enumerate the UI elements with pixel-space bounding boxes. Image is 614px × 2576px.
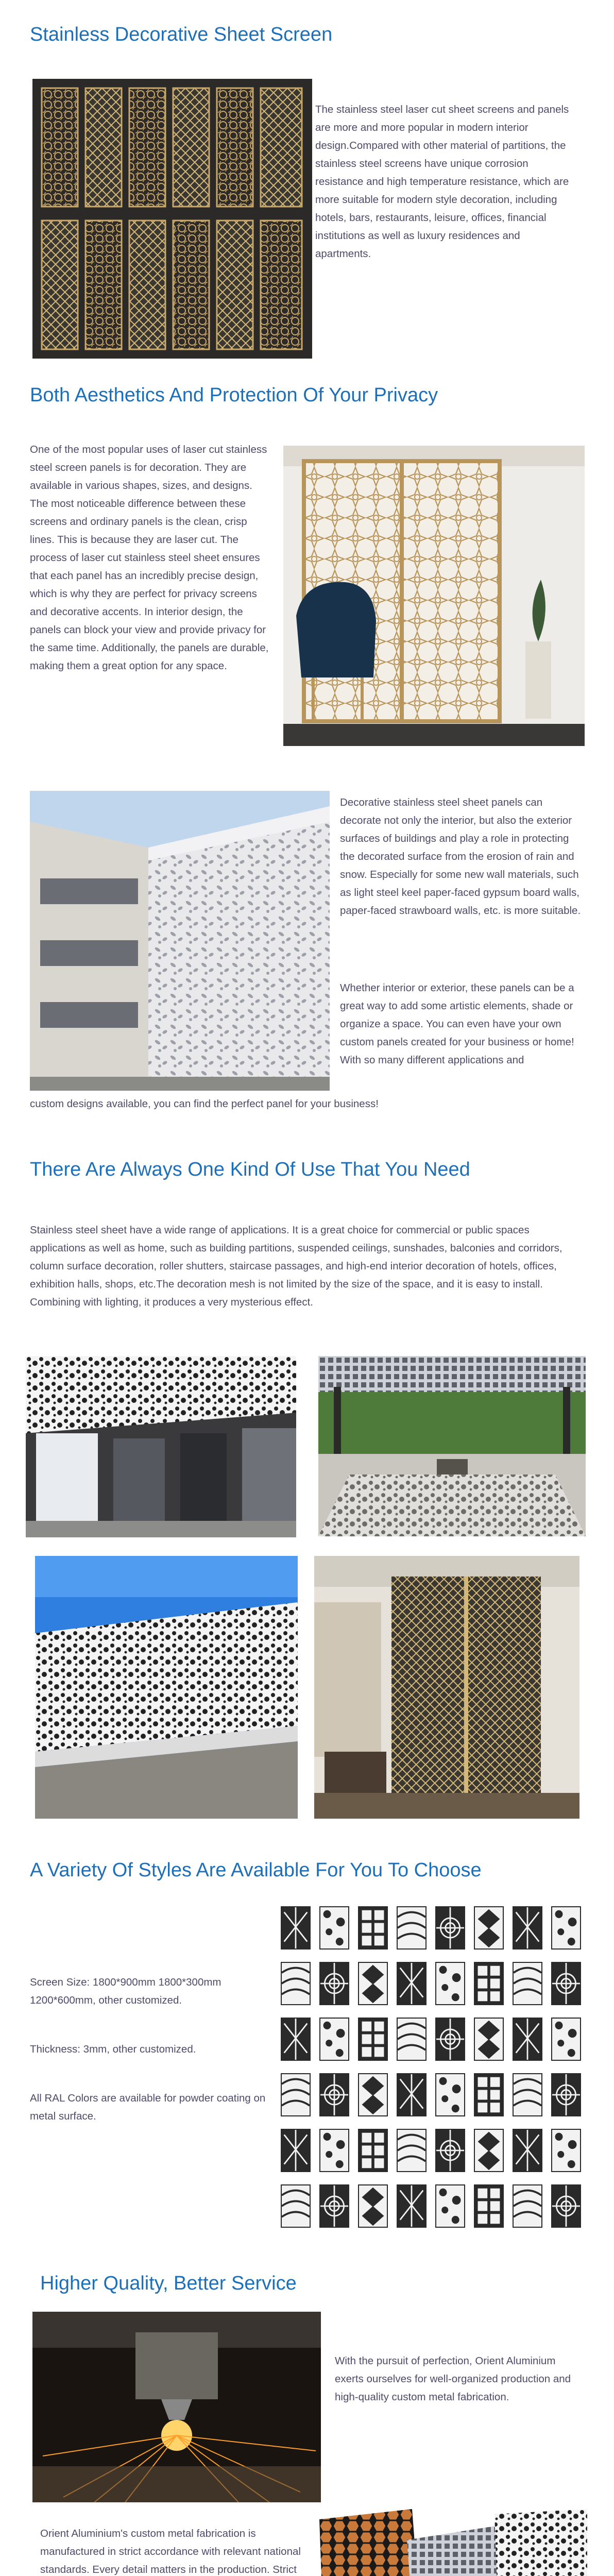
pattern-swatch [397, 2073, 427, 2116]
screen-size-text: Screen Size: 1800*900mm 1800*300mm 1200*600mm, other customized. [30, 1976, 221, 2006]
pattern-swatch [358, 2184, 388, 2228]
pattern-swatch [474, 2184, 504, 2228]
section-6-description-2: Orient Aluminium's custom metal fabrication is manufactured in strict accordance with relevant national standards. Every detail matters in the production. Strict [40, 2528, 301, 2575]
pattern-swatch [358, 2073, 388, 2116]
pattern-swatch [474, 2073, 504, 2116]
pattern-swatch [397, 1962, 427, 2005]
pattern-swatch [281, 1906, 311, 1950]
ral-colors-text: All RAL Colors are available for powder coating on metal surface. [30, 2092, 266, 2122]
pattern-swatch [435, 2073, 465, 2116]
section-3-description-2: Whether interior or exterior, these panels can be a great way to add some artistic elements, shade or organize a space. You can even have your own custom panels created for your business or home! With so many different applications and [340, 982, 574, 1066]
pergola-application-image [318, 1356, 586, 1536]
pattern-swatch [513, 2129, 542, 2172]
pattern-swatch [358, 2129, 388, 2172]
pattern-swatch [319, 1962, 349, 2005]
section-2-description: One of the most popular uses of laser cut stainless steel screen panels is for decoration. They are available in various shapes, sizes, and designs. The most noticeable difference between these screens and ordinary panels is the clean, crisp lines. This is because they are laser cut. The process of laser cut stainless steel sheet ensures that each panel has an incredibly precise design, which is why they are perfect for privacy screens and decorative accents. In interior design, the panels can block your view and provide privacy for the same time. Additionally, the panels are durable, making them a great option for any space. [30, 444, 269, 672]
pattern-swatch [281, 2018, 311, 2061]
section-title-variety-of-styles: A Variety Of Styles Are Available For You To Choose [30, 1859, 482, 1881]
pattern-swatch [513, 1906, 542, 1950]
pattern-swatch [358, 1962, 388, 2005]
gold-partition-interior-image [314, 1556, 579, 1819]
pattern-swatch [435, 2184, 465, 2228]
pattern-swatch [513, 1962, 542, 2005]
pattern-swatch [397, 2184, 427, 2228]
pattern-swatch [319, 2184, 349, 2228]
pattern-swatch [281, 1962, 311, 2005]
pattern-swatch [551, 2129, 581, 2172]
pattern-swatch [397, 2129, 427, 2172]
section-title-kinds-of-use: There Are Always One Kind Of Use That You Need [30, 1159, 470, 1180]
pattern-swatch [281, 2184, 311, 2228]
pattern-swatch [474, 2018, 504, 2061]
pattern-swatch [319, 2073, 349, 2116]
pattern-swatch [513, 2184, 542, 2228]
section-title-aesthetics-privacy: Both Aesthetics And Protection Of Your Privacy [30, 384, 438, 406]
balcony-panel-image [35, 1556, 298, 1819]
ceiling-application-image [26, 1356, 296, 1537]
section-title-quality-service: Higher Quality, Better Service [40, 2273, 297, 2294]
section-title-decorative-sheet-screen: Stainless Decorative Sheet Screen [30, 24, 333, 45]
pattern-swatch [435, 2129, 465, 2172]
pattern-swatch [551, 2073, 581, 2116]
pattern-swatch [513, 2073, 542, 2116]
pattern-swatch [358, 1906, 388, 1950]
pattern-swatch [435, 2018, 465, 2061]
pattern-swatch [474, 1906, 504, 1950]
section-3-description-1: Decorative stainless steel sheet panels can decorate not only the interior, but also the exterior surfaces of buildings and play a role in protecting the decorated surface from the erosion of rain and snow. Especially for some new wall materials, such as light steel keel paper-faced gypsum board walls, paper-faced strawboard walls, etc. is more suitable. [340, 796, 581, 917]
pattern-swatch [319, 2129, 349, 2172]
pattern-swatch [551, 1906, 581, 1950]
pattern-swatch [435, 1906, 465, 1950]
pattern-swatch [513, 2018, 542, 2061]
pattern-swatch [397, 2018, 427, 2061]
pattern-swatch [281, 2073, 311, 2116]
building-facade-panels-image [30, 791, 330, 1091]
section-1-description: The stainless steel laser cut sheet screens and panels are more and more popular in modern interior design.Compared with other material of partitions, the stainless steel screens have unique corrosion resistance and high temperature resistance, which are more suitable for modern style decoration, including hotels, bars, restaurants, leisure, offices, financial institutions as well as luxury residences and apartments. [315, 104, 569, 260]
laser-cutting-image [32, 2312, 321, 2502]
section-4-description: Stainless steel sheet have a wide range of applications. It is a great choice for commercial or public spaces applications as well as home, such as building partitions, suspended ceilings, sunshades, balconies and corridors, column surface decoration, roller shutters, staircase passages, and high-end interior decoration of hotels, offices, exhibition halls, shops, etc.The decoration mesh is not limited by the size of the space, and it is easy to install. Combining with lighting, it produces a very mysterious effect. [30, 1224, 562, 1308]
pattern-swatch [358, 2018, 388, 2061]
privacy-screen-interior-image [283, 446, 585, 746]
pattern-swatch [474, 2129, 504, 2172]
pattern-swatch [551, 2018, 581, 2061]
decorative-screens-gallery-image [32, 79, 312, 359]
pattern-swatch [474, 1962, 504, 2005]
pattern-swatch [397, 1906, 427, 1950]
pattern-swatch [319, 2018, 349, 2061]
pattern-swatch [319, 1906, 349, 1950]
section-3-description-3: custom designs available, you can find the perfect panel for your business! [30, 1098, 379, 1110]
pattern-swatch [551, 1962, 581, 2005]
pattern-swatch [435, 1962, 465, 2005]
pattern-swatch [551, 2184, 581, 2228]
pattern-swatch [281, 2129, 311, 2172]
section-6-description-1: With the pursuit of perfection, Orient Aluminium exerts ourselves for well-organized production and high-quality custom metal fabrication. [335, 2355, 571, 2403]
perforated-panels-image [319, 2509, 587, 2576]
thickness-text: Thickness: 3mm, other customized. [30, 2043, 196, 2055]
